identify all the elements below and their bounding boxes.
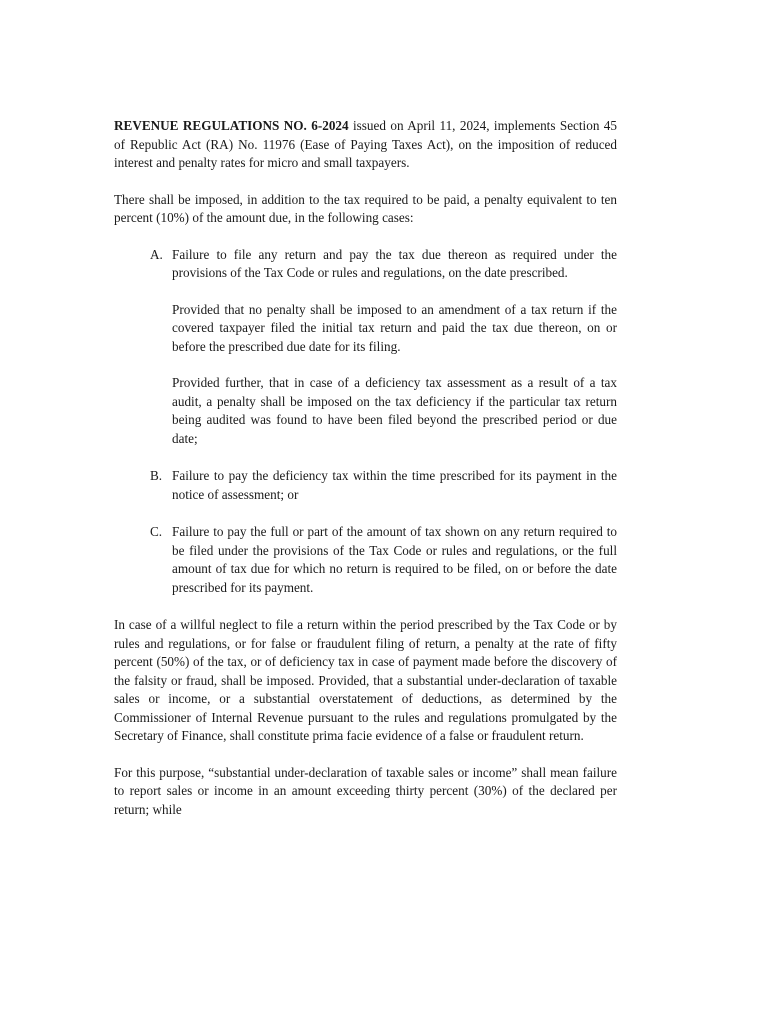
case-content — [172, 523, 617, 597]
case-content — [172, 246, 617, 449]
case-marker: C. — [150, 524, 163, 539]
case-marker: B. — [150, 468, 163, 483]
case-content — [172, 467, 617, 504]
case-paragraph: Failure to pay the deficiency tax within the time prescribed for its payment in the notice of assessment; or — [172, 468, 617, 502]
intro-text: issued on April 11, 2024, implements Section 45 of Republic Act (RA) No. 11976 (Ease of Paying Taxes Act), on the imposition of reduced interest and penalty rates for micro and small taxpayers. — [114, 118, 617, 170]
substantial-declaration-paragraph: For this purpose, “substantial under-declaration of taxable sales or income” shall mean failure to report sales or income in an amount exceeding thirty percent (30%) of the declared per return; while — [114, 764, 617, 817]
case-paragraph: Failure to pay the full or part of the amount of tax shown on any return required to be filed under the provisions of the Tax Code or rules and regulations, or the full amount of tax due for which no return is required to be filed, on or before the date prescribed for its payment. — [172, 524, 617, 595]
regulation-title: REVENUE REGULATIONS NO. 6-2024 — [114, 118, 349, 133]
willful-neglect-paragraph: In case of a willful neglect to file a return within the period prescribed by the Tax Code or by rules and regulations, or for false or fraudulent filing of return, a penalty at the rate of fifty percent (50%) of the tax, or of deficiency tax in case of payment made before the discovery of the falsity or fraud, shall be imposed. Provided, that a substantial under-declaration of taxable sales or income, or a substantial overstatement of deductions, as determined by the Commissioner of Internal Revenue pursuant to the rules and regulations promulgated by the Secretary of Finance, shall constitute prima facie evidence of a false or fraudulent return. — [114, 617, 617, 743]
case-paragraph: Provided further, that in case of a deficiency tax assessment as a result of a tax audit, a penalty shall be imposed on the tax deficiency if the particular tax return being audited was found to have been filed beyond the prescribed period or due date; — [172, 375, 617, 446]
case-item-b — [150, 467, 617, 504]
case-item-c — [150, 523, 617, 597]
penalty-intro-paragraph: There shall be imposed, in addition to the tax required to be paid, a penalty equivalent to ten percent (10%) of the amount due, in the following cases: — [114, 191, 617, 225]
intro-paragraph — [114, 117, 617, 173]
case-item-a — [150, 246, 617, 449]
case-paragraph: Failure to file any return and pay the tax due thereon as required under the provisions of the Tax Code or rules and regulations, on the date prescribed. — [172, 246, 617, 280]
case-paragraph: Provided that no penalty shall be imposed to an amendment of a tax return if the covered taxpayer filed the initial tax return and paid the tax due thereon, on or before the prescribed due date for its filing. — [172, 301, 617, 354]
case-marker: A. — [150, 246, 163, 262]
